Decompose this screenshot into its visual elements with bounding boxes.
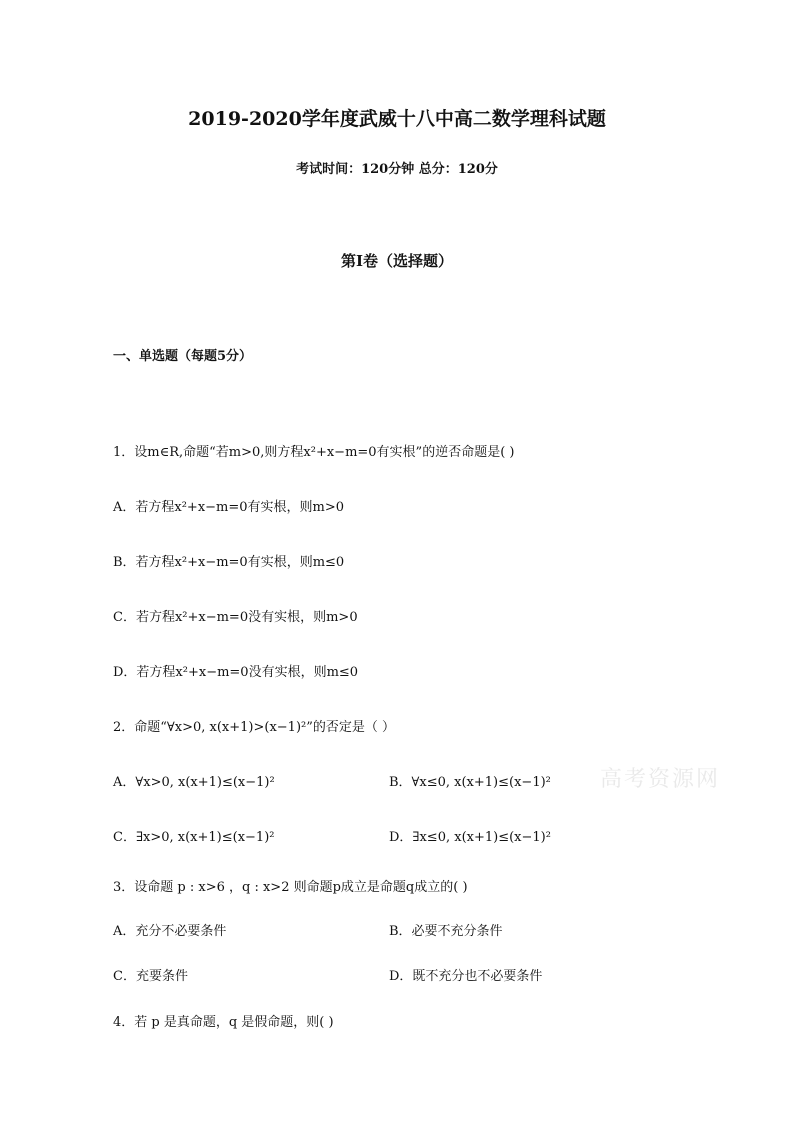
q2-stem: 2．命题“∀x>0, x(x+1)>(x−1)²”的否定是（ ）	[113, 720, 396, 735]
part-heading: 一、单选题（每题5分）	[113, 349, 253, 364]
q3-option-a: A．充分不必要条件	[113, 924, 227, 939]
q4-stem: 4．若 p 是真命题，q 是假命题，则( )	[113, 1015, 334, 1030]
q2-option-a: A．∀x>0, x(x+1)≤(x−1)²	[113, 775, 275, 790]
q1-option-d: D．若方程x²+x−m=0没有实根，则m≤0	[113, 665, 359, 680]
q1-stem: 1．设m∈R,命题“若m>0,则方程x²+x−m=0有实根”的逆否命题是( )	[113, 445, 515, 460]
q3-option-c: C．充要条件	[113, 969, 188, 984]
q1-option-b: B．若方程x²+x−m=0有实根，则m≤0	[113, 555, 345, 570]
q3-stem: 3．设命题 p : x>6 ，q : x>2 则命题p成立是命题q成立的( )	[113, 880, 468, 895]
q3-option-d: D．既不充分也不必要条件	[389, 969, 543, 984]
q2-option-c: C．∃x>0, x(x+1)≤(x−1)²	[113, 830, 275, 845]
q2-option-b: B．∀x≤0, x(x+1)≤(x−1)²	[389, 775, 551, 790]
exam-subtitle: 考试时间：120分钟 总分：120分	[296, 162, 498, 177]
q3-option-b: B．必要不充分条件	[389, 924, 503, 939]
q1-option-a: A．若方程x²+x−m=0有实根，则m>0	[113, 500, 345, 515]
watermark-logo: 高考资源网	[600, 767, 721, 792]
q2-option-d: D．∃x≤0, x(x+1)≤(x−1)²	[389, 830, 551, 845]
section-heading: 第I卷（选择题）	[340, 252, 454, 270]
exam-title: 2019-2020学年度武威十八中高二数学理科试题	[188, 108, 606, 130]
q1-option-c: C．若方程x²+x−m=0没有实根，则m>0	[113, 610, 358, 625]
